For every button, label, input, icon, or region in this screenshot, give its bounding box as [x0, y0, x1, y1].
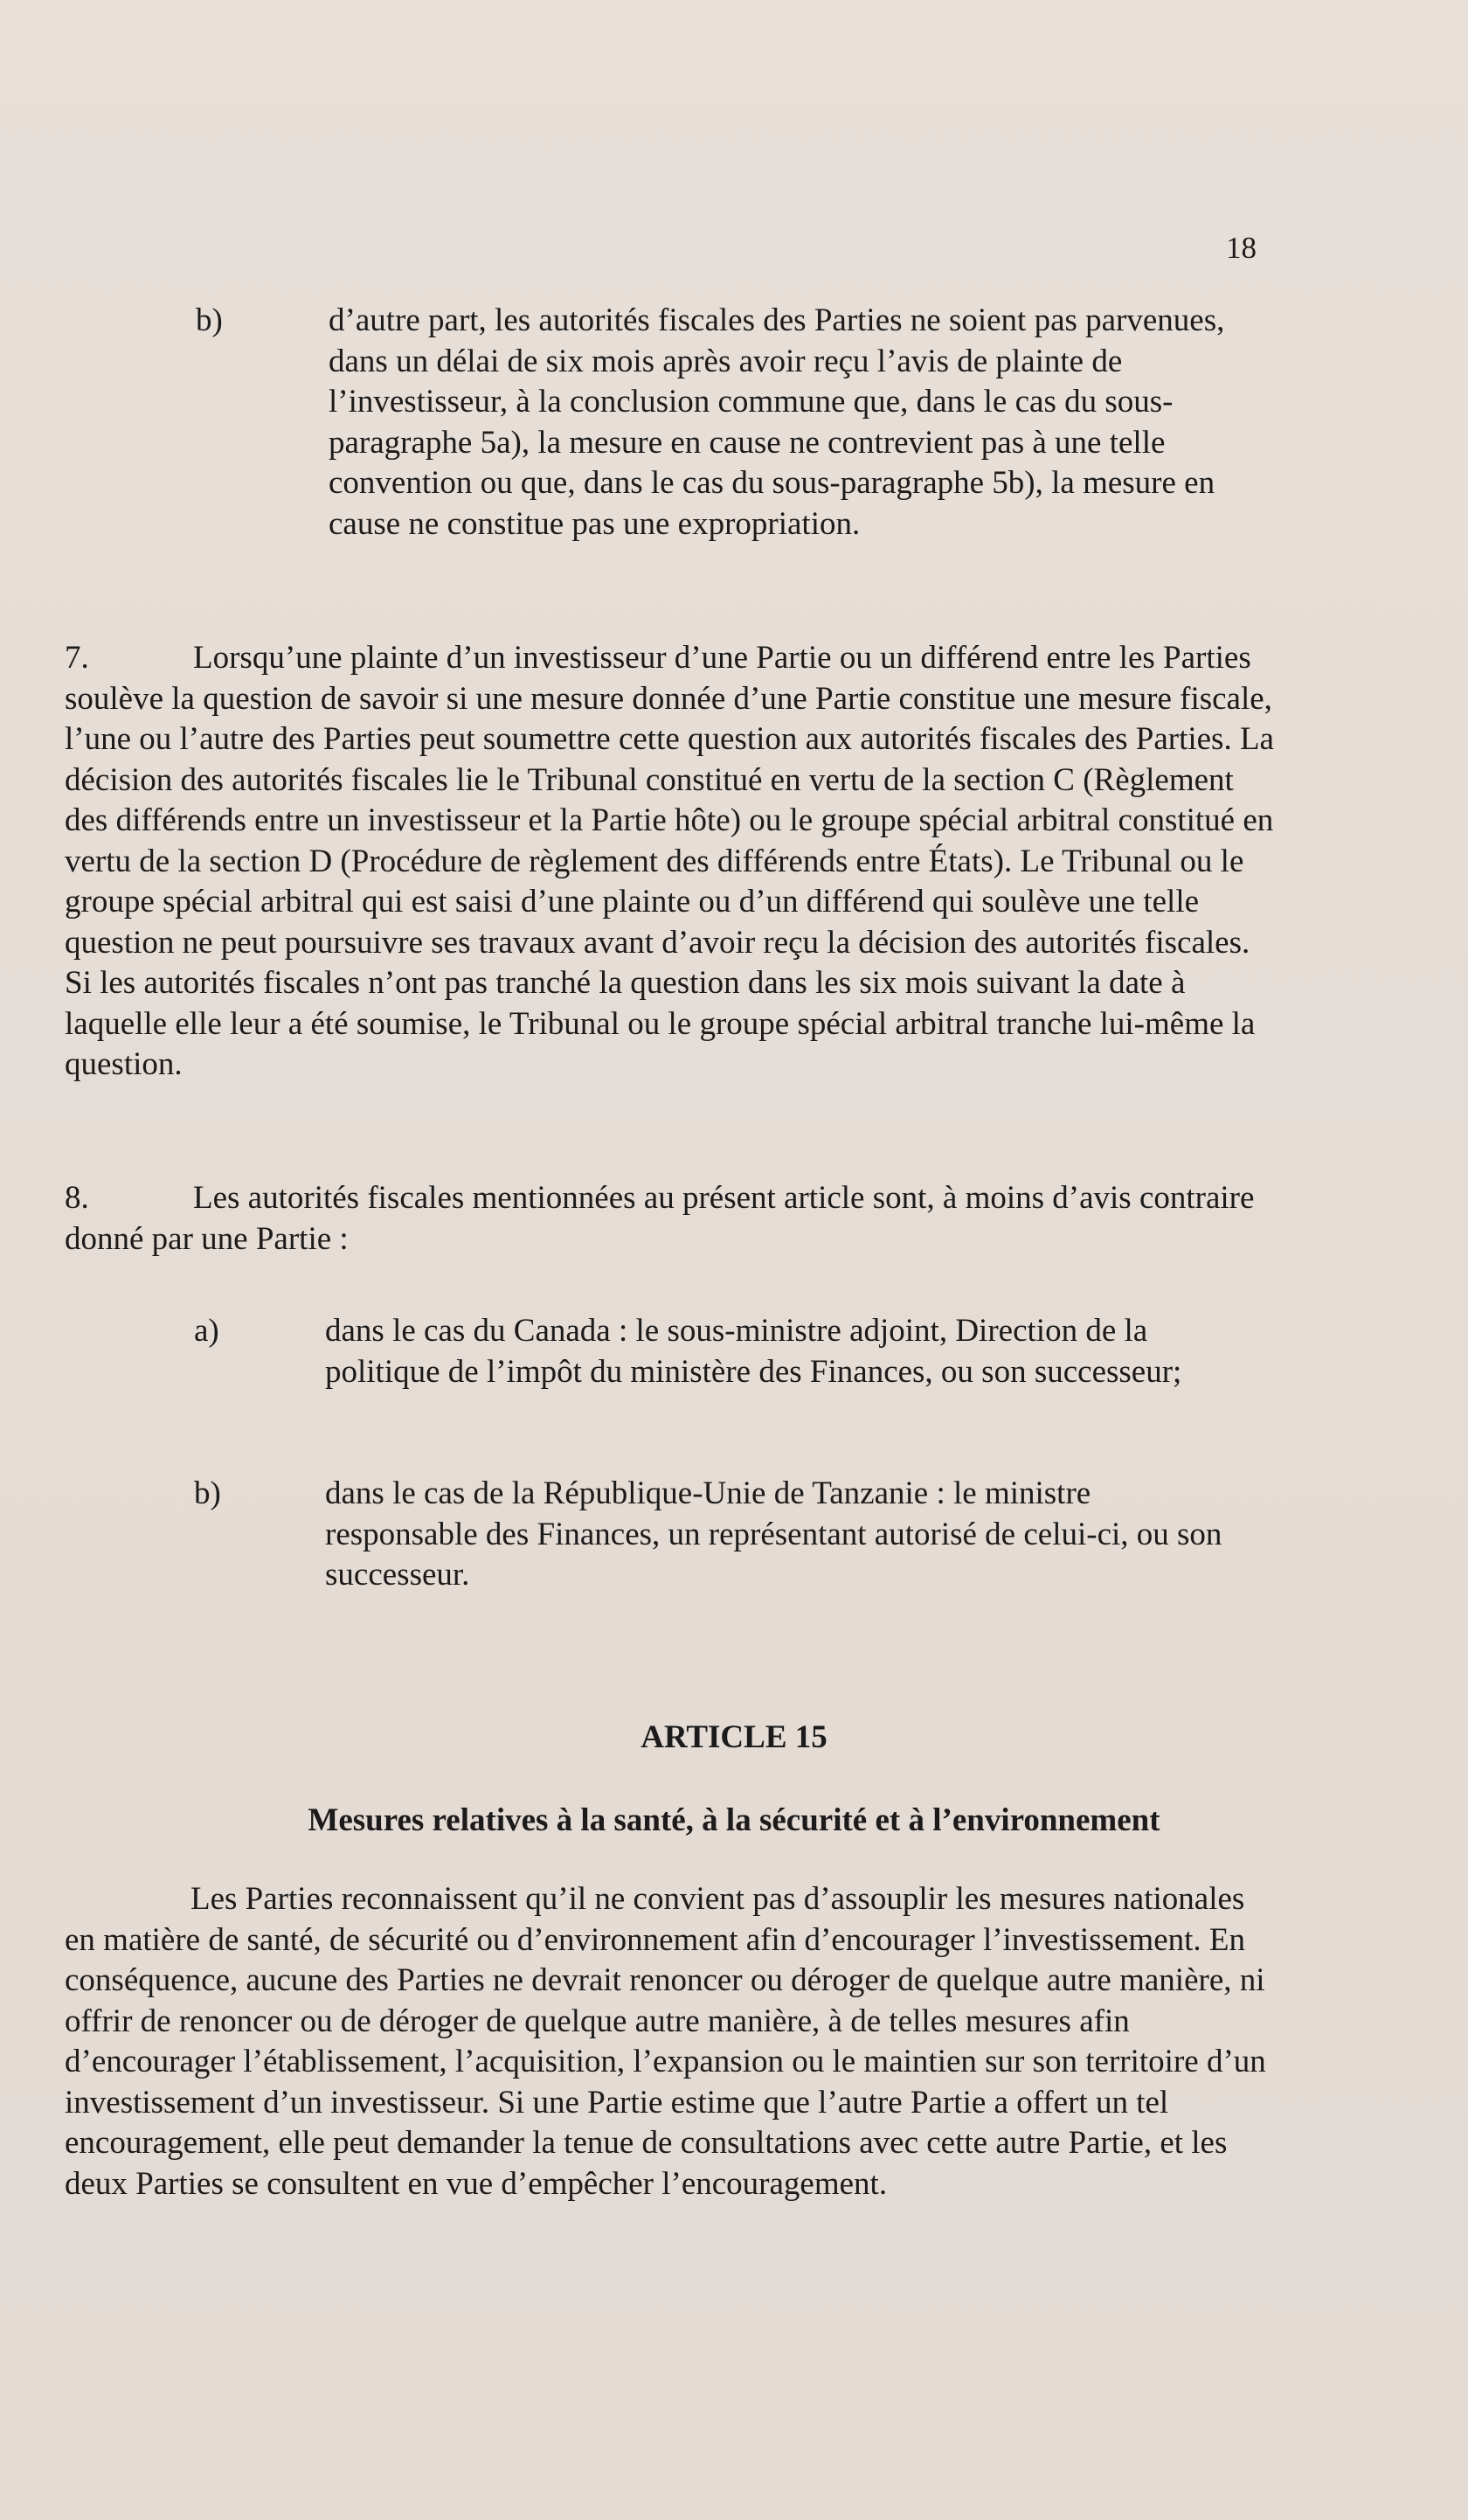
page-number: 18 [1226, 231, 1257, 265]
paragraph-text: Lorsqu’une plainte d’un investisseur d’une Partie ou un différend entre les Parties soulève la question de savoir si une mesure donnée d’une Partie constitue une mesure fiscale, l’une ou l’autre des Parties peut soumettre cette question aux autorités fiscales des Parties. La décision des autorités fiscales lie le Tribunal constitué en vertu de la section C (Règlement des différends entre un investisseur et la Partie hôte) ou le groupe spécial arbitral constitué en vertu de la section D (Procédure de règlement des différends entre États). Le Tribunal ou le groupe spécial arbitral qui est saisi d’une plainte ou d’un différend qui soulève une telle question ne peut poursuivre ses travaux avant d’avoir reçu la décision des autorités fiscales. Si les autorités fiscales n’ont pas tranché la question dans les six mois suivant la date à laquelle elle leur a été soumise, le Tribunal ou le groupe spécial arbitral tranche lui-même la question. [65, 640, 1274, 1082]
list-item-label: a) [194, 1313, 219, 1349]
paragraph-7 [65, 638, 1279, 1086]
list-item-label: b) [196, 302, 223, 338]
paragraph-number: 7. [65, 640, 89, 676]
paragraph-text: Les autorités fiscales mentionnées au présent article sont, à moins d’avis contraire donné par une Partie : [65, 1180, 1255, 1257]
list-item-text: dans le cas du Canada : le sous-ministre adjoint, Direction de la politique de l’impôt du ministère des Finances, ou son successeur; [325, 1313, 1182, 1390]
article-title: ARTICLE 15 [641, 1719, 827, 1755]
list-item-text: d’autre part, les autorités fiscales des Parties ne soient pas parvenues, dans un délai de six mois après avoir reçu l’avis de plainte de l’investisseur, à la conclusion commune que, dans le cas du sous-paragraphe 5a), la mesure en cause ne contrevient pas à une telle convention ou que, dans le cas du sous-paragraphe 5b), la mesure en cause ne constitue pas une expropriation. [329, 302, 1225, 542]
article-subtitle: Mesures relatives à la santé, à la sécurité et à l’environnement [308, 1802, 1160, 1838]
article-text: Les Parties reconnaissent qu’il ne convient pas d’assouplir les mesures nationales en matière de santé, de sécurité ou d’environnement afin d’encourager l’investissement. En conséquence, aucune des Parties ne devrait renoncer ou déroger de quelque autre manière, ni offrir de renoncer ou de déroger de quelque autre manière, à de telles mesures afin d’encourager l’établissement, l’acquisition, l’expansion ou le maintien sur son territoire d’un investissement d’un investisseur. Si une Partie estime que l’autre Partie a offert un tel encouragement, elle peut demander la tenue de consultations avec cette autre Partie, et les deux Parties se consultent en vue d’empêcher l’encouragement. [65, 1881, 1266, 2202]
paragraph-8 [65, 1178, 1279, 1260]
list-item-label: b) [194, 1475, 221, 1511]
paragraph-number: 8. [65, 1180, 89, 1216]
list-item-text: dans le cas de la République-Unie de Tanzanie : le ministre responsable des Finances, un représentant autorisé de celui-ci, ou son successeur. [325, 1475, 1222, 1593]
article-body [65, 1879, 1279, 2204]
